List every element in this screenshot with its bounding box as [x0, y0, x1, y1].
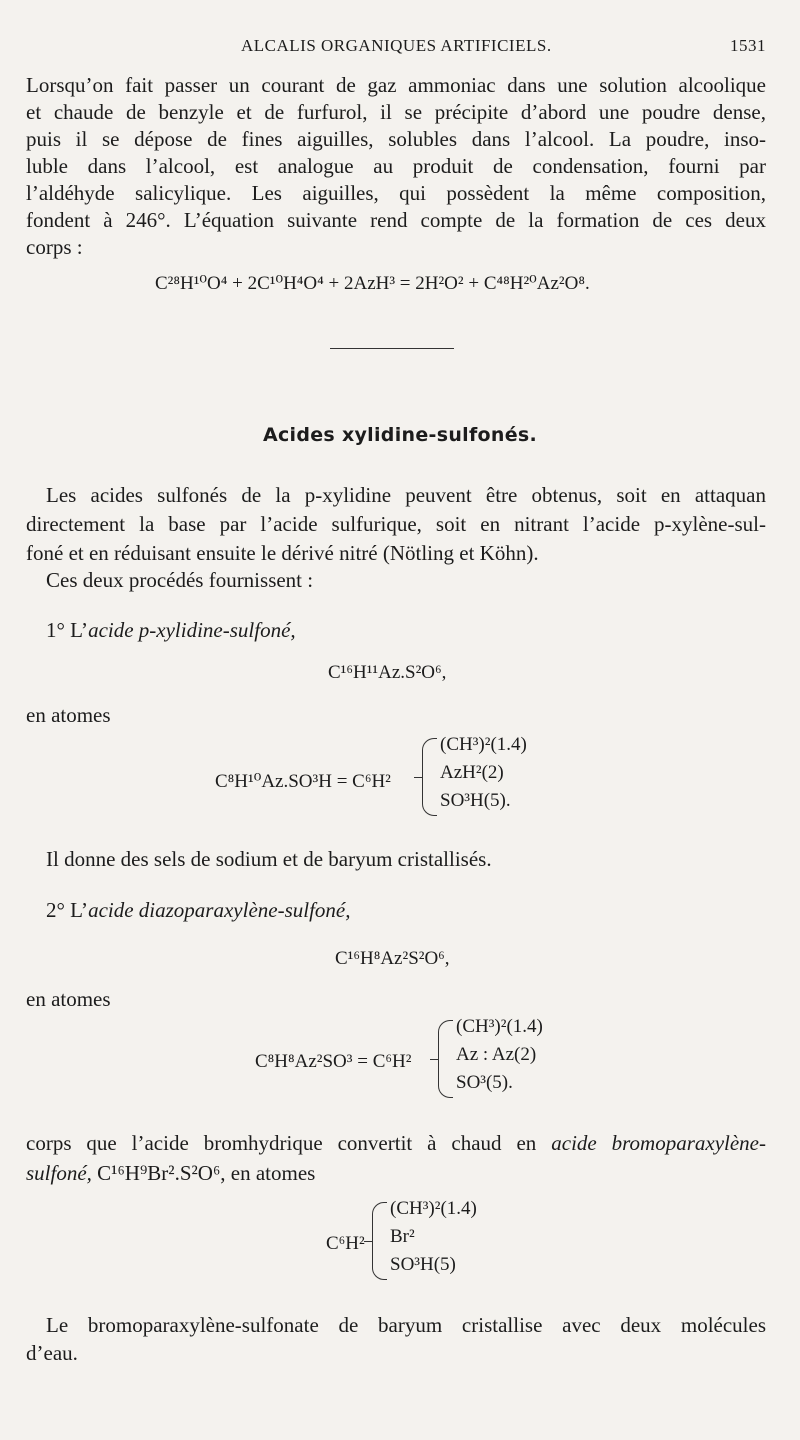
item1-group-2: AzH²(2) [440, 762, 504, 783]
item2-group-1: (CH³)²(1.4) [456, 1016, 543, 1037]
page-header [26, 36, 766, 62]
item1-lhs: C⁸H¹⁰Az.SO³H = C⁶H² [215, 771, 391, 792]
final-line-1: Le bromoparaxylène-sulfonate de baryum cristallise avec deux molécules [46, 1313, 766, 1337]
section-title: Acides xylidine-sulfonés. [262, 424, 538, 446]
section-line-2: directement la base par l’acide sulfurique, soit en nitrant l’acide p-xylène-sul- [26, 512, 766, 536]
intro-line-5: l’aldéhyde salicylique. Les aiguilles, qui possèdent la même composition, [26, 181, 766, 205]
item2-en-atomes: en atomes [26, 987, 111, 1011]
intro-line-1: Lorsqu’on fait passer un courant de gaz ammoniac dans une solution alcoolique [26, 73, 766, 97]
item2-brace [438, 1020, 453, 1098]
item2-number: 2° [46, 898, 65, 922]
section-line-4: Ces deux procédés fournissent : [46, 568, 314, 592]
conversion-formula: C¹⁶H⁹Br².S²O⁶, en atomes [97, 1161, 316, 1185]
item1-prefix: L’ [70, 618, 89, 642]
conversion-product-2: sulfoné, [26, 1161, 92, 1185]
final-line-2: d’eau. [26, 1341, 78, 1365]
conversion-product-1: acide bromoparaxylène- [551, 1131, 766, 1155]
conversion-brace [372, 1202, 387, 1280]
item2-group-3: SO³(5). [456, 1072, 513, 1093]
item1-brace [422, 738, 437, 816]
item2-group-2: Az : Az(2) [456, 1044, 537, 1065]
conversion-line-2 [26, 1160, 766, 1186]
conversion-group-2: Br² [390, 1226, 415, 1247]
item2-lhs: C⁸H⁸Az²SO³ = C⁶H² [255, 1051, 412, 1072]
page-number: 1531 [730, 36, 766, 55]
item2-heading [46, 897, 786, 923]
item1-formula: C¹⁶H¹¹Az.S²O⁶, [328, 662, 447, 683]
item2-name: acide diazoparaxylène-sulfoné, [88, 898, 351, 922]
item1-heading [46, 617, 786, 643]
conversion-lhs: C⁶H² [326, 1233, 365, 1254]
item1-name: acide p-xylidine-sulfoné, [88, 618, 296, 642]
item2-prefix: L’ [70, 898, 89, 922]
item1-en-atomes: en atomes [26, 703, 111, 727]
conversion-brace-tip [364, 1241, 372, 1242]
item1-group-3: SO³H(5). [440, 790, 511, 811]
intro-line-7: corps : [26, 235, 83, 259]
item1-brace-tip [414, 777, 422, 778]
item2-formula: C¹⁶H⁸Az²S²O⁶, [335, 948, 450, 969]
item1-group-1: (CH³)²(1.4) [440, 734, 527, 755]
item1-note: Il donne des sels de sodium et de baryum cristallisés. [46, 847, 492, 871]
intro-line-3: puis il se dépose de fines aiguilles, solubles dans l’alcool. La poudre, inso- [26, 127, 766, 151]
condensation-equation: C²⁸H¹⁰O⁴ + 2C¹⁰H⁴O⁴ + 2AzH³ = 2H²O² + C⁴⁸H²⁰Az²O⁸. [155, 273, 590, 294]
intro-line-4: luble dans l’alcool, est analogue au produit de condensation, fourni par [26, 154, 766, 178]
conversion-text-1: corps que l’acide bromhydrique convertit à chaud en [26, 1131, 537, 1155]
intro-line-6: fondent à 246°. L’équation suivante rend compte de la formation de ces deux [26, 208, 766, 232]
item1-number: 1° [46, 618, 65, 642]
intro-line-2: et chaude de benzyle et de furfurol, il se précipite d’abord une poudre dense, [26, 100, 766, 124]
conversion-group-1: (CH³)²(1.4) [390, 1198, 477, 1219]
running-title: ALCALIS ORGANIQUES ARTIFICIELS. [241, 36, 552, 55]
section-line-1: Les acides sulfonés de la p-xylidine peuvent être obtenus, soit en attaquan [46, 483, 766, 507]
item2-brace-tip [430, 1059, 438, 1060]
conversion-line-1 [26, 1130, 766, 1156]
section-line-3: foné et en réduisant ensuite le dérivé nitré (Nötling et Köhn). [26, 541, 539, 565]
section-divider [330, 348, 454, 349]
conversion-group-3: SO³H(5) [390, 1254, 456, 1275]
